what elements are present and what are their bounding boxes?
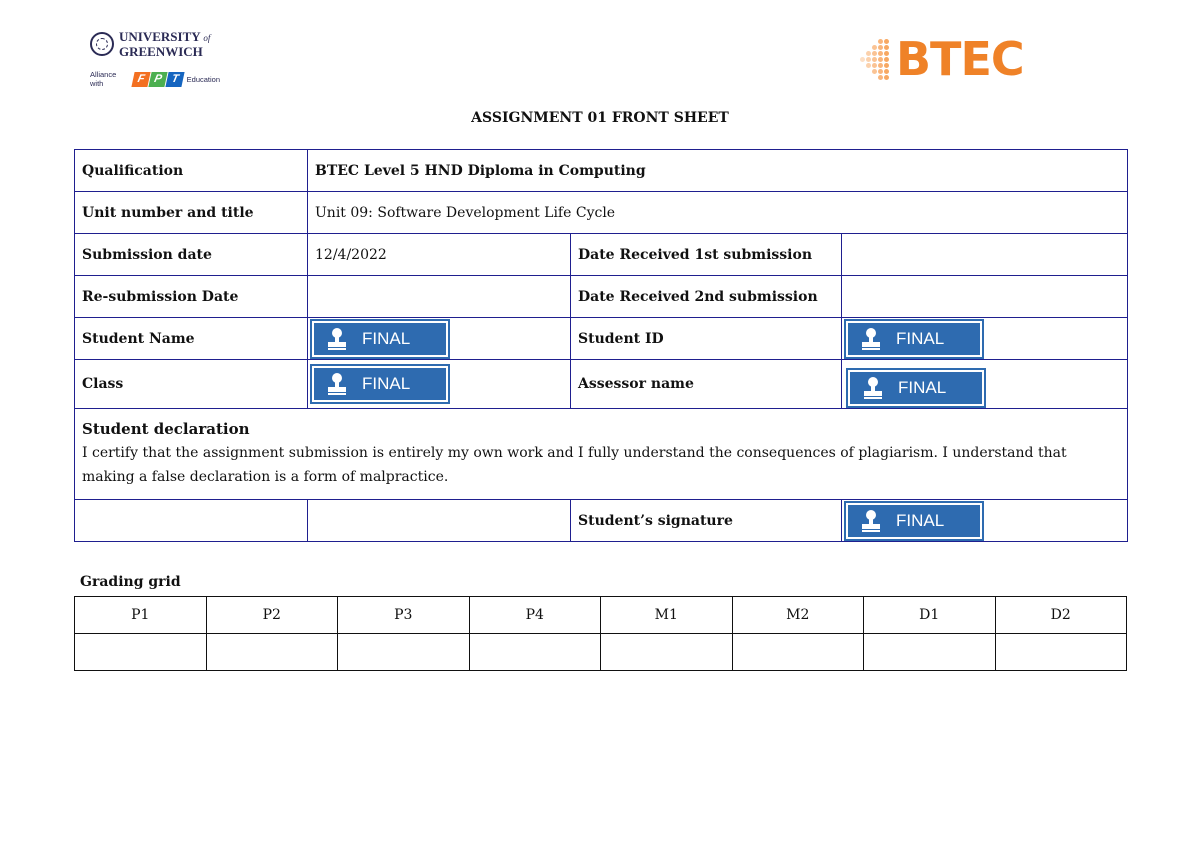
student-id-label: Student ID bbox=[571, 318, 842, 360]
btec-dot bbox=[884, 69, 889, 74]
final-stamp bbox=[844, 319, 984, 359]
btec-dots-icon bbox=[858, 37, 892, 81]
grade-header-m2: M2 bbox=[732, 597, 864, 634]
final-stamp bbox=[844, 501, 984, 541]
logo-text-university: UNIVERSITY bbox=[119, 29, 201, 44]
date-received-2-value bbox=[842, 276, 1128, 318]
stamp-label: FINAL bbox=[362, 374, 411, 393]
assessor-name-label: Assessor name bbox=[571, 360, 842, 409]
grading-grid-title: Grading grid bbox=[80, 574, 181, 590]
grading-value-row bbox=[75, 634, 1127, 671]
resubmission-date-label: Re-submission Date bbox=[75, 276, 308, 318]
row-qualification bbox=[75, 150, 1128, 192]
date-received-1-label: Date Received 1st submission bbox=[571, 234, 842, 276]
stamp-icon bbox=[862, 328, 880, 350]
stamp-label: FINAL bbox=[898, 378, 947, 397]
stamp-icon bbox=[328, 328, 346, 350]
row-unit bbox=[75, 192, 1128, 234]
final-stamp bbox=[310, 364, 450, 404]
btec-dot bbox=[878, 75, 883, 80]
logo-text-greenwich: GREENWICH bbox=[119, 44, 203, 59]
grade-header-m1: M1 bbox=[601, 597, 733, 634]
grading-grid bbox=[74, 596, 1127, 671]
unit-label: Unit number and title bbox=[75, 192, 308, 234]
declaration-heading: Student declaration bbox=[82, 420, 250, 438]
btec-dot bbox=[884, 45, 889, 50]
signature-empty-2 bbox=[308, 500, 571, 542]
qualification-label: Qualification bbox=[75, 150, 308, 192]
logo-text-of: of bbox=[203, 33, 211, 43]
logo-text-education: Education bbox=[186, 74, 220, 84]
student-name-label: Student Name bbox=[75, 318, 308, 360]
btec-dot bbox=[872, 63, 877, 68]
btec-dot bbox=[884, 57, 889, 62]
date-received-1-value bbox=[842, 234, 1128, 276]
btec-wordmark: BTEC bbox=[896, 32, 1024, 86]
btec-dot bbox=[878, 45, 883, 50]
stamp-label: FINAL bbox=[362, 328, 411, 348]
grading-header-row bbox=[75, 597, 1127, 634]
row-class bbox=[75, 360, 1128, 409]
declaration-text: I certify that the assignment submission is entirely my own work and I fully understand the consequences of plagiarism. I understand that making a false declaration is a form of malpractice. bbox=[82, 445, 1067, 485]
row-declaration bbox=[75, 409, 1128, 500]
row-resubmission bbox=[75, 276, 1128, 318]
stamp-label: FINAL bbox=[896, 328, 945, 348]
qualification-value: BTEC Level 5 HND Diploma in Computing bbox=[308, 150, 1128, 192]
row-student-name bbox=[75, 318, 1128, 360]
btec-dot bbox=[884, 51, 889, 56]
btec-dot bbox=[884, 39, 889, 44]
university-of-greenwich-logo bbox=[90, 30, 220, 92]
btec-dot bbox=[878, 69, 883, 74]
logo-text-alliance: Alliance with bbox=[90, 70, 117, 88]
btec-dot bbox=[878, 39, 883, 44]
btec-dot bbox=[878, 57, 883, 62]
btec-dot bbox=[866, 63, 871, 68]
btec-dot bbox=[884, 63, 889, 68]
student-signature-value bbox=[842, 500, 1128, 542]
grade-value-d1 bbox=[864, 634, 996, 671]
stamp-icon bbox=[328, 373, 346, 395]
btec-dot bbox=[878, 51, 883, 56]
submission-date-value: 12/4/2022 bbox=[308, 234, 571, 276]
student-name-value bbox=[308, 318, 571, 360]
grade-value-p1 bbox=[75, 634, 207, 671]
row-submission bbox=[75, 234, 1128, 276]
btec-dot bbox=[884, 75, 889, 80]
unit-value: Unit 09: Software Development Life Cycle bbox=[308, 192, 1128, 234]
declaration-cell bbox=[75, 409, 1128, 500]
btec-logo bbox=[858, 30, 1038, 88]
crest-icon bbox=[90, 32, 114, 56]
fpt-logo bbox=[133, 72, 183, 87]
page-title: ASSIGNMENT 01 FRONT SHEET bbox=[471, 110, 729, 126]
btec-dot bbox=[866, 51, 871, 56]
grade-header-d2: D2 bbox=[995, 597, 1127, 634]
grade-header-p4: P4 bbox=[469, 597, 601, 634]
row-signature bbox=[75, 500, 1128, 542]
grade-value-m2 bbox=[732, 634, 864, 671]
btec-dot bbox=[866, 57, 871, 62]
btec-dot bbox=[872, 69, 877, 74]
fpt-letter-t: T bbox=[165, 72, 184, 87]
final-stamp bbox=[310, 319, 450, 359]
btec-dot bbox=[860, 57, 865, 62]
grade-header-p2: P2 bbox=[206, 597, 338, 634]
grade-value-d2 bbox=[995, 634, 1127, 671]
grade-value-p4 bbox=[469, 634, 601, 671]
grade-header-p3: P3 bbox=[338, 597, 470, 634]
class-label: Class bbox=[75, 360, 308, 409]
btec-dot bbox=[872, 45, 877, 50]
resubmission-date-value bbox=[308, 276, 571, 318]
signature-empty-1 bbox=[75, 500, 308, 542]
btec-dot bbox=[878, 63, 883, 68]
date-received-2-label: Date Received 2nd submission bbox=[571, 276, 842, 318]
stamp-icon bbox=[862, 510, 880, 532]
stamp-icon bbox=[864, 377, 882, 399]
btec-dot bbox=[872, 51, 877, 56]
fpt-letter-f: F bbox=[131, 72, 150, 87]
student-id-value bbox=[842, 318, 1128, 360]
grade-value-p3 bbox=[338, 634, 470, 671]
fpt-letter-p: P bbox=[148, 72, 167, 87]
class-value bbox=[308, 360, 571, 409]
stamp-label: FINAL bbox=[896, 510, 945, 530]
assessor-name-value bbox=[842, 360, 1128, 409]
final-stamp bbox=[846, 368, 986, 408]
grade-value-m1 bbox=[601, 634, 733, 671]
grade-header-d1: D1 bbox=[864, 597, 996, 634]
front-sheet-table bbox=[74, 149, 1128, 542]
student-signature-label: Student’s signature bbox=[571, 500, 842, 542]
btec-dot bbox=[872, 57, 877, 62]
grade-value-p2 bbox=[206, 634, 338, 671]
submission-date-label: Submission date bbox=[75, 234, 308, 276]
grade-header-p1: P1 bbox=[75, 597, 207, 634]
